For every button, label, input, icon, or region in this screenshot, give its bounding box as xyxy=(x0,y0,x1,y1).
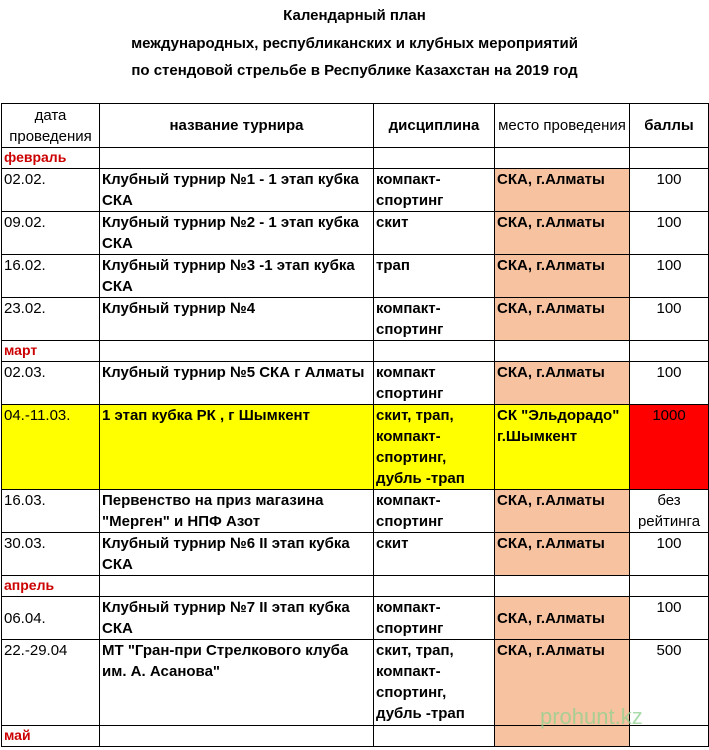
table-row xyxy=(2,212,709,255)
month-label: апрель xyxy=(2,576,100,597)
table-row xyxy=(2,169,709,212)
table-row xyxy=(2,362,709,405)
row-venue: СКА, г.Алматы xyxy=(495,255,630,298)
month-row xyxy=(2,341,709,362)
row-venue: СКА, г.Алматы xyxy=(495,362,630,405)
row-name: Клубный турнир №5 СКА г Алматы xyxy=(100,362,374,405)
month-row xyxy=(2,576,709,597)
row-date: 02.02. xyxy=(2,169,100,212)
row-date: 23.02. xyxy=(2,298,100,341)
row-venue: СКА, г.Алматы xyxy=(495,298,630,341)
row-name: 1 этап кубка РК , г Шымкент xyxy=(100,405,374,490)
row-venue: СКА, г.Алматы xyxy=(495,533,630,576)
row-points: 500 xyxy=(630,640,709,726)
row-discipline: компакт-спортинг xyxy=(374,597,495,640)
row-venue: СКА, г.Алматы xyxy=(495,212,630,255)
row-date: 16.03. xyxy=(2,490,100,533)
row-discipline: скит, трап, компакт-спортинг, дубль -трап xyxy=(374,640,495,726)
row-venue: СКА, г.Алматы xyxy=(495,490,630,533)
row-venue: СКА, г.Алматы xyxy=(495,169,630,212)
row-date: 06.04. xyxy=(2,597,100,640)
row-discipline: трап xyxy=(374,255,495,298)
row-discipline: компакт-спортинг xyxy=(374,298,495,341)
row-discipline: скит xyxy=(374,533,495,576)
table-row xyxy=(2,490,709,533)
row-points: без рейтинга xyxy=(630,490,709,533)
row-date: 30.03. xyxy=(2,533,100,576)
table-row xyxy=(2,533,709,576)
plan-title: Календарный план xyxy=(283,7,426,24)
row-points: 100 xyxy=(630,169,709,212)
row-date: 22.-29.04 xyxy=(2,640,100,726)
row-name: Первенство на приз магазина "Мерген" и НПФ Азот xyxy=(100,490,374,533)
row-name: МТ "Гран-при Стрелкового клуба им. А. Асанова" xyxy=(100,640,374,726)
row-points: 1000 xyxy=(630,405,709,490)
row-discipline: скит xyxy=(374,212,495,255)
table-row-highlighted xyxy=(2,405,709,490)
month-row xyxy=(2,148,709,169)
row-name: Клубный турнир №6 II этап кубка СКА xyxy=(100,533,374,576)
col-header-date: дата проведения xyxy=(2,104,100,148)
row-points: 100 xyxy=(630,255,709,298)
row-points: 100 xyxy=(630,298,709,341)
header-row xyxy=(2,104,709,148)
calendar-table xyxy=(1,103,709,747)
row-venue: СКА, г.Алматы xyxy=(495,640,630,726)
row-date: 09.02. xyxy=(2,212,100,255)
table-row xyxy=(2,255,709,298)
row-venue: СКА, г.Алматы xyxy=(495,597,630,640)
month-label: март xyxy=(2,341,100,362)
row-discipline: компакт спортинг xyxy=(374,362,495,405)
col-header-points: баллы xyxy=(630,104,709,148)
row-name: Клубный турнир №7 II этап кубка СКА xyxy=(100,597,374,640)
watermark: prohunt.kz xyxy=(540,704,643,729)
row-name: Клубный турнир №2 - 1 этап кубка СКА xyxy=(100,212,374,255)
row-venue: СК "Эльдорадо" г.Шымкент xyxy=(495,405,630,490)
row-discipline: компакт-спортинг xyxy=(374,169,495,212)
row-points: 100 xyxy=(630,533,709,576)
row-date: 04.-11.03. xyxy=(2,405,100,490)
table-row xyxy=(2,298,709,341)
col-header-discipline: дисциплина xyxy=(374,104,495,148)
row-discipline: скит, трап, компакт-спортинг, дубль -трап xyxy=(374,405,495,490)
row-name: Клубный турнир №1 - 1 этап кубка СКА xyxy=(100,169,374,212)
row-name: Клубный турнир №4 xyxy=(100,298,374,341)
row-discipline: компакт-спортинг xyxy=(374,490,495,533)
row-date: 02.03. xyxy=(2,362,100,405)
plan-subtitle: международных, республиканских и клубных мероприятий xyxy=(131,35,578,52)
plan-subtitle-year: по стендовой стрельбе в Республике Казахстан на 2019 год xyxy=(131,62,578,79)
row-name: Клубный турнир №3 -1 этап кубка СКА xyxy=(100,255,374,298)
row-points: 100 xyxy=(630,597,709,640)
col-header-venue: место проведения xyxy=(495,104,630,148)
month-label: февраль xyxy=(2,148,100,169)
row-points: 100 xyxy=(630,362,709,405)
row-points: 100 xyxy=(630,212,709,255)
table-row xyxy=(2,597,709,640)
col-header-name: название турнира xyxy=(100,104,374,148)
month-label: май xyxy=(2,726,100,747)
row-date: 16.02. xyxy=(2,255,100,298)
